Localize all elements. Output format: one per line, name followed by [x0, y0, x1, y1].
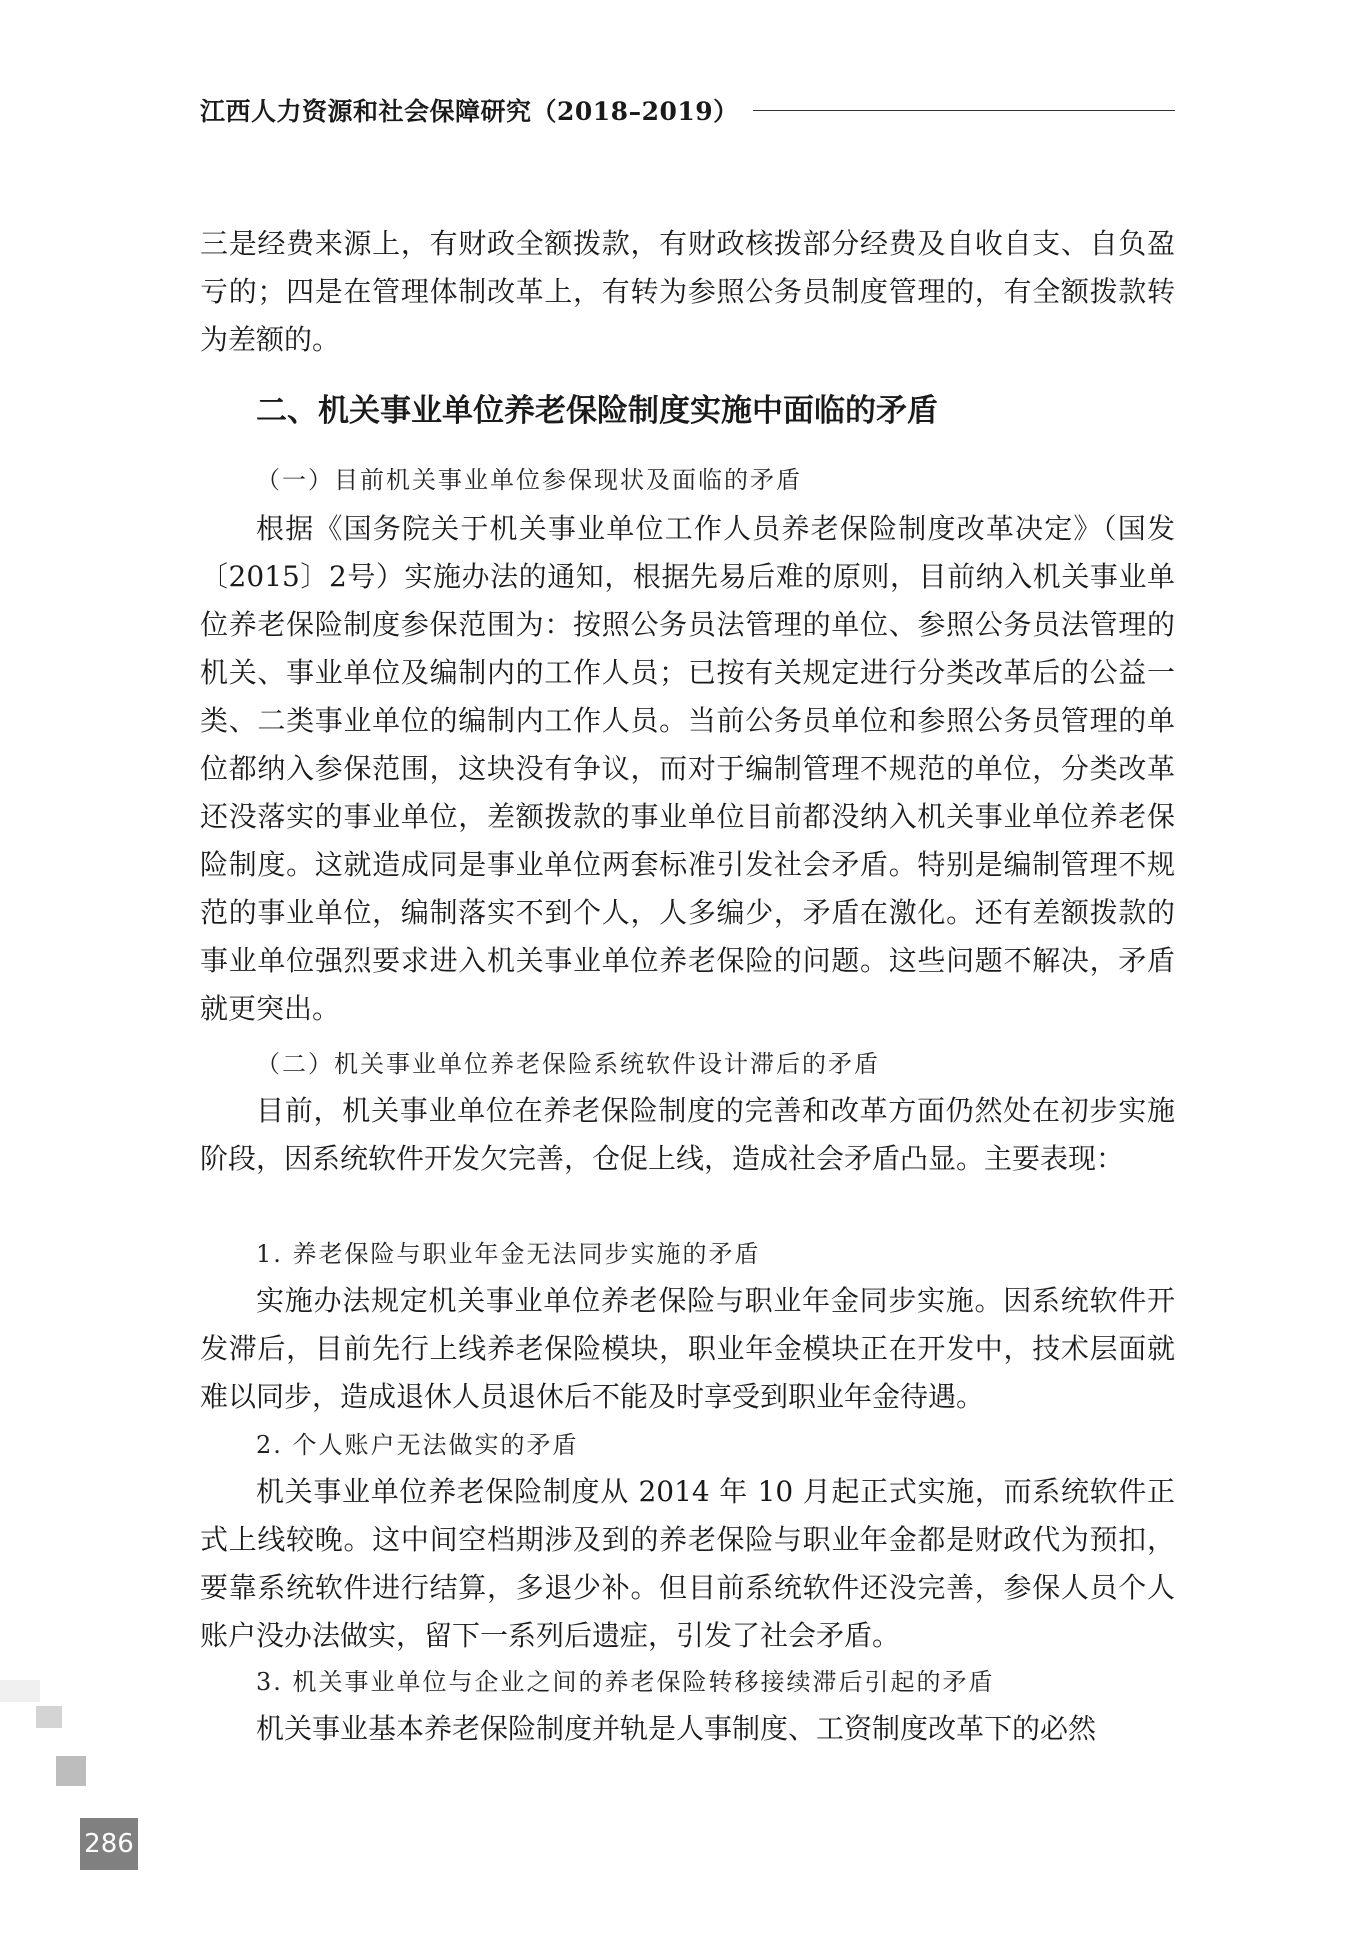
- running-header: [200, 92, 1175, 128]
- corner-decoration-block: [0, 1680, 40, 1702]
- corner-decoration-block: [56, 1756, 86, 1786]
- item-heading-3: 3. 机关事业单位与企业之间的养老保险转移接续滞后引起的矛盾: [256, 1668, 995, 1696]
- header-rule: [753, 110, 1175, 111]
- item-heading-1: 1. 养老保险与职业年金无法同步实施的矛盾: [256, 1240, 761, 1268]
- paragraph-4: 机关事业单位养老保险制度从 2014 年 10 月起正式实施，而系统软件正式上线较晚。这中间空档期涉及到的养老保险与职业年金都是财政代为预扣，要靠系统软件进行结算，多退少补。但目前系统软件还没完善，参保人员个人账户没办法做实，留下一系列后遗症，引发了社会矛盾。: [200, 1475, 1175, 1652]
- paragraph-5: 机关事业基本养老保险制度并轨是人事制度、工资制度改革下的必然: [256, 1712, 1097, 1745]
- corner-decoration-block: [36, 1706, 62, 1728]
- subsection-heading-2: （二）机关事业单位养老保险系统软件设计滞后的矛盾: [256, 1050, 880, 1078]
- paragraph-intro: 三是经费来源上，有财政全额拨款，有财政核拨部分经费及自收自支、自负盈亏的；四是在管理体制改革上，有转为参照公务员制度管理的，有全额拨款转为差额的。: [200, 227, 1175, 356]
- paragraph-2: 目前，机关事业单位在养老保险制度的完善和改革方面仍然处在初步实施阶段，因系统软件开发欠完善，仓促上线，造成社会矛盾凸显。主要表现：: [200, 1094, 1175, 1175]
- item-heading-2: 2. 个人账户无法做实的矛盾: [256, 1431, 579, 1459]
- section-heading: 二、机关事业单位养老保险制度实施中面临的矛盾: [256, 393, 938, 429]
- running-title: 江西人力资源和社会保障研究（2018–2019）: [200, 97, 739, 126]
- paragraph-1: 根据《国务院关于机关事业单位工作人员养老保险制度改革决定》（国发〔2015〕2号）实施办法的通知，根据先易后难的原则，目前纳入机关事业单位养老保险制度参保范围为：按照公务员法管理的单位、参照公务员法管理的机关、事业单位及编制内的工作人员；已按有关规定进行分类改革后的公益一类、二类事业单位的编制内工作人员。当前公务员单位和参照公务员管理的单位都纳入参保范围，这块没有争议，而对于编制管理不规范的单位，分类改革还没落实的事业单位，差额拨款的事业单位目前都没纳入机关事业单位养老保险制度。这就造成同是事业单位两套标准引发社会矛盾。特别是编制管理不规范的事业单位，编制落实不到个人，人多编少，矛盾在激化。还有差额拨款的事业单位强烈要求进入机关事业单位养老保险的问题。这些问题不解决，矛盾就更突出。: [200, 512, 1175, 1025]
- subsection-heading-1: （一）目前机关事业单位参保现状及面临的矛盾: [256, 466, 802, 494]
- page-number: 286: [80, 1818, 138, 1870]
- paragraph-3: 实施办法规定机关事业单位养老保险与职业年金同步实施。因系统软件开发滞后，目前先行上线养老保险模块，职业年金模块正在开发中，技术层面就难以同步，造成退休人员退休后不能及时享受到职业年金待遇。: [200, 1284, 1175, 1413]
